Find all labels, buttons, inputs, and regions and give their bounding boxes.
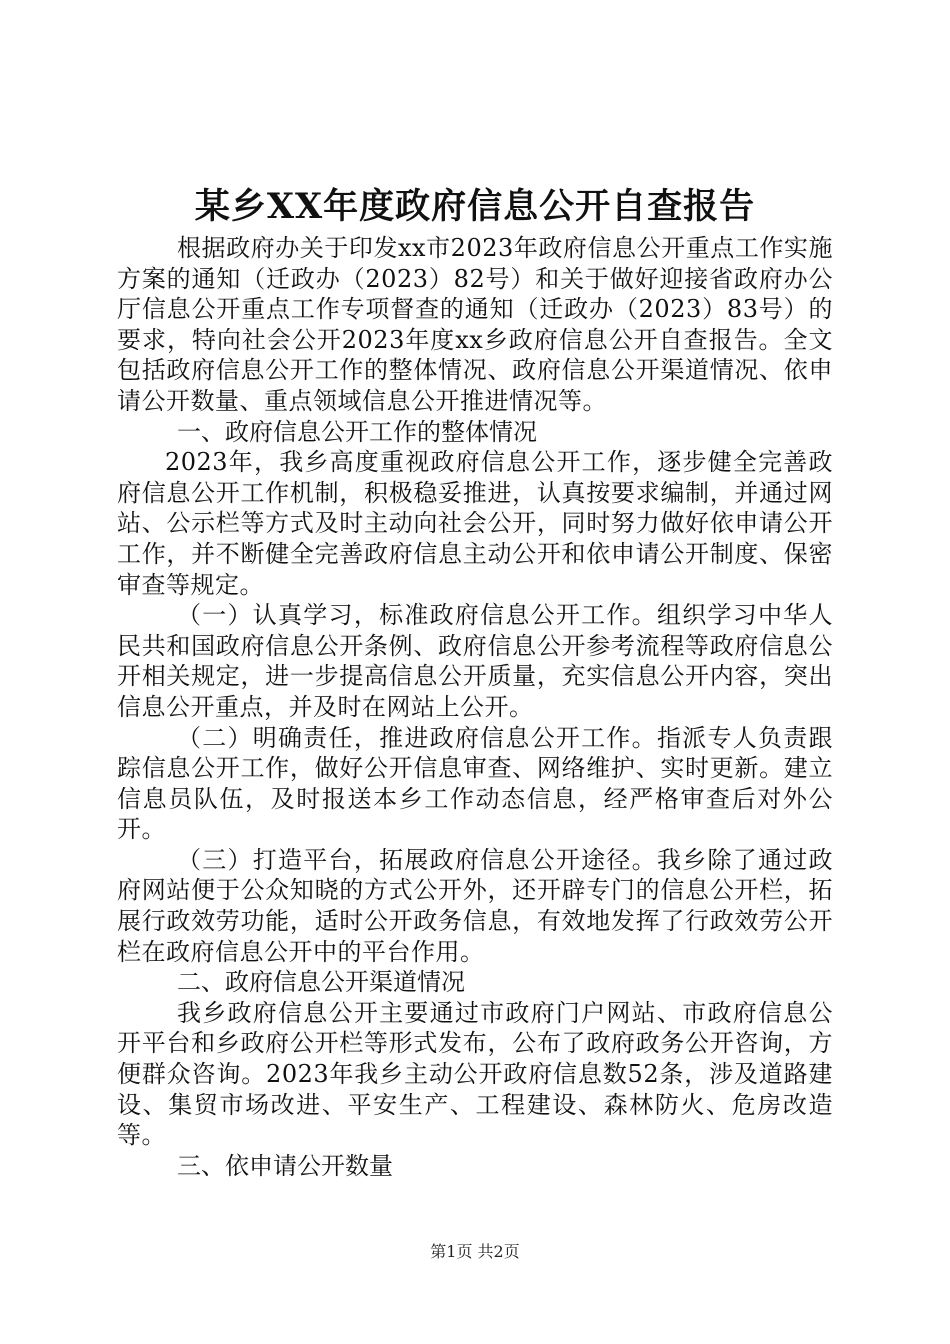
subsection-2-paragraph: （二）明确责任，推进政府信息公开工作。指派专人负责跟踪信息公开工作，做好公开信息审查、网络维护、实时更新。建立信息员队伍，及时报送本乡工作动态信息，经严格审查后对外公开。 bbox=[117, 723, 833, 844]
page-footer: 第1页 共2页 bbox=[430, 1242, 520, 1261]
page-title: 某乡XX年度政府信息公开自查报告 bbox=[194, 186, 756, 227]
section-heading-1: 一、政府信息公开工作的整体情况 bbox=[177, 417, 537, 446]
section-heading-3: 三、依申请公开数量 bbox=[177, 1151, 393, 1180]
subsection-3-paragraph: （三）打造平台，拓展政府信息公开途径。我乡除了通过政府网站便于公众知晓的方式公开外，还开辟专门的信息公开栏，拓展行政效劳功能，适时公开政务信息，有效地发挥了行政效劳公开栏在政府信息公开中的平台作用。 bbox=[117, 845, 833, 966]
document-body bbox=[117, 233, 833, 1181]
subsection-1-paragraph: （一）认真学习，标准政府信息公开工作。组织学习中华人民共和国政府信息公开条例、政府信息公开参考流程等政府信息公开相关规定，进一步提高信息公开质量，充实信息公开内容，突出信息公开重点，并及时在网站上公开。 bbox=[117, 601, 833, 721]
intro-paragraph: 根据政府办关于印发xx市2023年政府信息公开重点工作实施方案的通知（迁政办（2023）82号）和关于做好迎接省政府办公厅信息公开重点工作专项督查的通知（迁政办（2023）83号）的要求，特向社会公开2023年度xx乡政府信息公开自查报告。全文包括政府信息公开工作的整体情况、政府信息公开渠道情况、依申请公开数量、重点领域信息公开推进情况等。 bbox=[117, 234, 833, 415]
section-2-paragraph: 我乡政府信息公开主要通过市政府门户网站、市政府信息公开平台和乡政府公开栏等形式发布，公布了政府政务公开咨询，方便群众咨询。2023年我乡主动公开政府信息数52条，涉及道路建设、集贸市场改进、平安生产、工程建设、森林防火、危房改造等。 bbox=[117, 998, 833, 1150]
section-heading-2: 二、政府信息公开渠道情况 bbox=[177, 968, 465, 997]
section-1-paragraph: 2023年，我乡高度重视政府信息公开工作，逐步健全完善政府信息公开工作机制，积极稳妥推进，认真按要求编制，并通过网站、公示栏等方式及时主动向社会公开，同时努力做好依申请公开工作，并不断健全完善政府信息主动公开和依申请公开制度、保密审查等规定。 bbox=[117, 448, 833, 599]
